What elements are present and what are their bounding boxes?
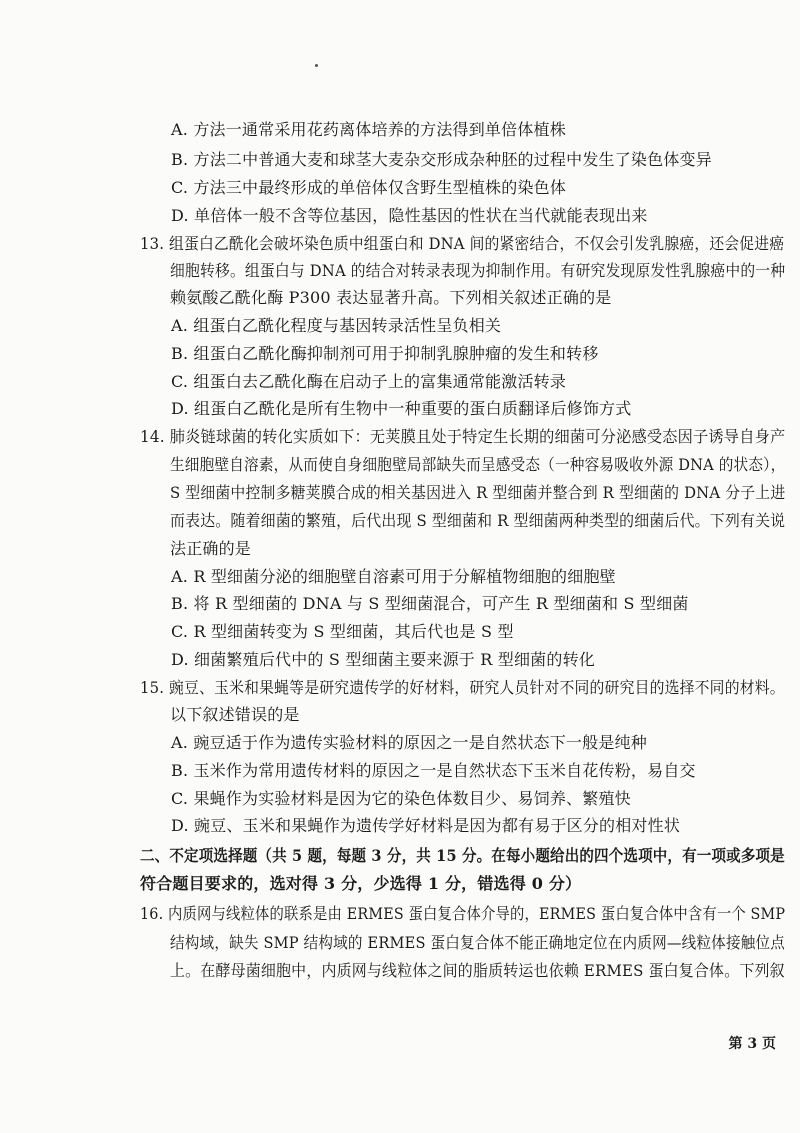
q12-option-d: D. 单倍体一般不含等位基因，隐性基因的性状在当代就能表现出来 [171,206,648,225]
q15-option-b: B. 玉米作为常用遗传材料的原因之一是自然状态下玉米自花传粉，易自交 [171,761,696,780]
q14-stem-line-1: 14. 肺炎链球菌的转化实质如下：无荚膜且处于特定生长期的细菌可分泌感受态因子诱导自身产 [140,427,786,446]
page-number: 第 3 页 [728,1036,776,1052]
q14-option-a: A. R 型细菌分泌的细胞壁自溶素可用于分解植物细胞的细胞壁 [171,567,616,586]
section-2-heading-line-2: 符合题目要求的，选对得 3 分，少选得 1 分，错选得 0 分） [140,874,582,893]
q13-option-c: C. 组蛋白去乙酰化酶在启动子上的富集通常能激活转录 [171,372,567,391]
q16-stem-line-1: 16. 内质网与线粒体的联系是由 ERMES 蛋白复合体介导的，ERMES 蛋白复合体中含有一个 SMP [140,904,786,923]
q15-stem-line-1: 15. 豌豆、玉米和果蝇等是研究遗传学的好材料，研究人员针对不同的研究目的选择不同的材料。 [140,678,785,697]
scan-speck [315,64,318,67]
q12-option-c: C. 方法三中最终形成的单倍体仅含野生型植株的染色体 [171,178,567,197]
q16-stem-line-2: 结构域，缺失 SMP 结构域的 ERMES 蛋白复合体不能正确地定位在内质网—线粒体接触位点 [170,933,786,952]
q14-option-b: B. 将 R 型细菌的 DNA 与 S 型细菌混合，可产生 R 型细菌和 S 型细菌 [171,594,689,613]
q12-option-a: A. 方法一通常采用花药离体培养的方法得到单倍体植株 [171,120,566,139]
q15-option-c: C. 果蝇作为实验材料是因为它的染色体数目少、易饲养、繁殖快 [171,789,631,808]
q14-stem-line-3: S 型细菌中控制多糖荚膜合成的相关基因进入 R 型细菌并整合到 R 型细菌的 DNA 分子上进 [170,483,786,502]
q13-option-b: B. 组蛋白乙酰化酶抑制剂可用于抑制乳腺肿瘤的发生和转移 [171,344,599,363]
q13-option-d: D. 组蛋白乙酰化是所有生物中一种重要的蛋白质翻译后修饰方式 [171,399,632,418]
q13-stem-line-3: 赖氨酸乙酰化酶 P300 表达显著升高。下列相关叙述正确的是 [170,288,612,307]
q15-option-d: D. 豌豆、玉米和果蝇作为遗传学好材料是因为都有易于区分的相对性状 [171,816,681,835]
q14-stem-line-2: 生细胞壁自溶素，从而使自身细胞壁局部缺失而呈感受态（一种容易吸收外源 DNA 的状态）， [170,455,786,474]
q15-stem-line-2: 以下叙述错误的是 [170,705,300,724]
q13-stem-line-2: 细胞转移。组蛋白与 DNA 的结合对转录表现为抑制作用。有研究发现原发性乳腺癌中的一种 [170,261,786,280]
q14-option-c: C. R 型细菌转变为 S 型细菌，其后代也是 S 型 [171,622,514,641]
q15-option-a: A. 豌豆适于作为遗传实验材料的原因之一是自然状态下一般是纯种 [171,733,647,752]
q14-option-d: D. 细菌繁殖后代中的 S 型细菌主要来源于 R 型细菌的转化 [171,650,595,669]
q13-stem-line-1: 13. 组蛋白乙酰化会破坏染色质中组蛋白和 DNA 间的紧密结合，不仅会引发乳腺癌，还会促进癌 [140,234,785,253]
q14-stem-line-5: 法正确的是 [170,539,252,558]
q16-stem-line-3: 上。在酵母菌细胞中，内质网与线粒体之间的脂质转运也依赖 ERMES 蛋白复合体。下列叙 [170,961,785,980]
q14-stem-line-4: 而表达。随着细菌的繁殖，后代出现 S 型细菌和 R 型细菌两种类型的细菌后代。下列有关说 [170,511,786,530]
q12-option-b: B. 方法二中普通大麦和球茎大麦杂交形成杂种胚的过程中发生了染色体变异 [171,150,712,169]
q13-option-a: A. 组蛋白乙酰化程度与基因转录活性呈负相关 [171,316,502,335]
section-2-heading-line-1: 二、不定项选择题（共 5 题，每题 3 分，共 15 分。在每小题给出的四个选项中，有一项或多项是 [140,846,785,865]
